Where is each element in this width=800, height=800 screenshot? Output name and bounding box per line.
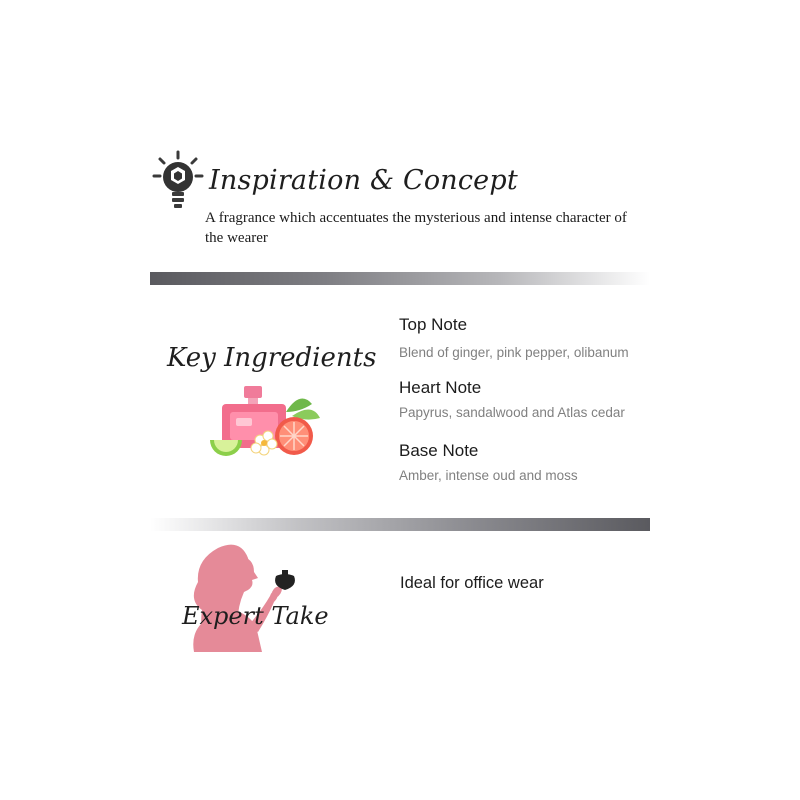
section-divider-top [150, 272, 650, 285]
top-note-text: Blend of ginger, pink pepper, olibanum [399, 345, 629, 360]
expert-take-text: Ideal for office wear [400, 574, 544, 592]
inspiration-title: Inspiration & Concept [209, 165, 518, 196]
section-divider-bottom [150, 518, 650, 531]
perfume-bottle-citrus-illustration [208, 382, 324, 456]
heart-note-text: Papyrus, sandalwood and Atlas cedar [399, 405, 625, 420]
ingredients-title: Key Ingredients [167, 343, 377, 373]
inspiration-description: A fragrance which accentuates the mysterious and intense character of the wearer [205, 210, 627, 246]
top-note-heading: Top Note [399, 315, 468, 334]
base-note-heading: Base Note [399, 441, 479, 460]
woman-silhouette-with-perfume-illustration [178, 540, 313, 652]
lightbulb-gear-icon [152, 150, 204, 214]
expert-take-title: Expert Take [182, 602, 329, 630]
base-note-text: Amber, intense oud and moss [399, 468, 578, 483]
heart-note-heading: Heart Note [399, 378, 482, 397]
